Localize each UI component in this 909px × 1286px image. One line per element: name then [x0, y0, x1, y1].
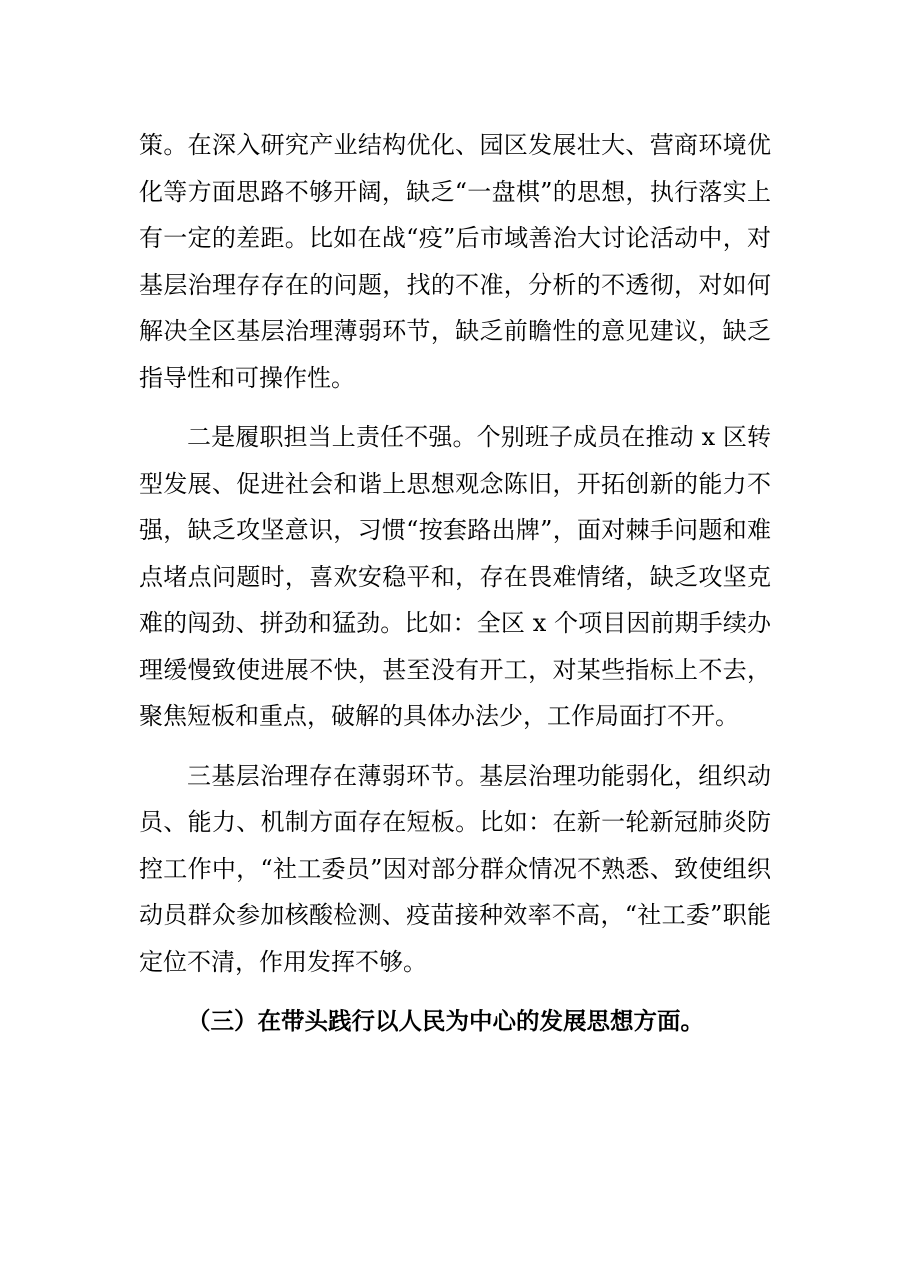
paragraph-continuation: 策。在深入研究产业结构优化、园区发展壮大、营商环境优化等方面思路不够开阔，缺乏“一盘棋”的思想，执行落实上有一定的差距。比如在战“疫”后市域善治大讨论活动中，对基层治理存存在的问题，找的不准，分析的不透彻，对如何解决全区基层治理薄弱环节，缺乏前瞻性的意见建议，缺乏指导性和可操作性。 [139, 131, 771, 392]
document-body [139, 122, 771, 1045]
section-heading: （三）在带头践行以人民为中心的发展思想方面。 [187, 1007, 704, 1035]
paragraph-duty-responsibility: 二是履职担当上责任不强。个别班子成员在推动 x 区转型发展、促进社会和谐上思想观念陈旧，开拓创新的能力不强，缺乏攻坚意识，习惯“按套路出牌”，面对棘手问题和难点堵点问题时，喜欢安稳平和，存在畏难情绪，缺乏攻坚克难的闯劲、拼劲和猛劲。比如：全区 x 个项目因前期手续办理缓慢致使进展不快，甚至没有开工，对某些指标上不去，聚焦短板和重点，破解的具体办法少，工作局面打不开。 [139, 423, 771, 730]
paragraph-grassroots-governance: 三基层治理存在薄弱环节。基层治理功能弱化，组织动员、能力、机制方面存在短板。比如：在新一轮新冠肺炎防控工作中，“社工委员”因对部分群众情况不熟悉、致使组织动员群众参加核酸检测、疫苗接种效率不高，“社工委”职能定位不清，作用发挥不够。 [139, 761, 771, 976]
